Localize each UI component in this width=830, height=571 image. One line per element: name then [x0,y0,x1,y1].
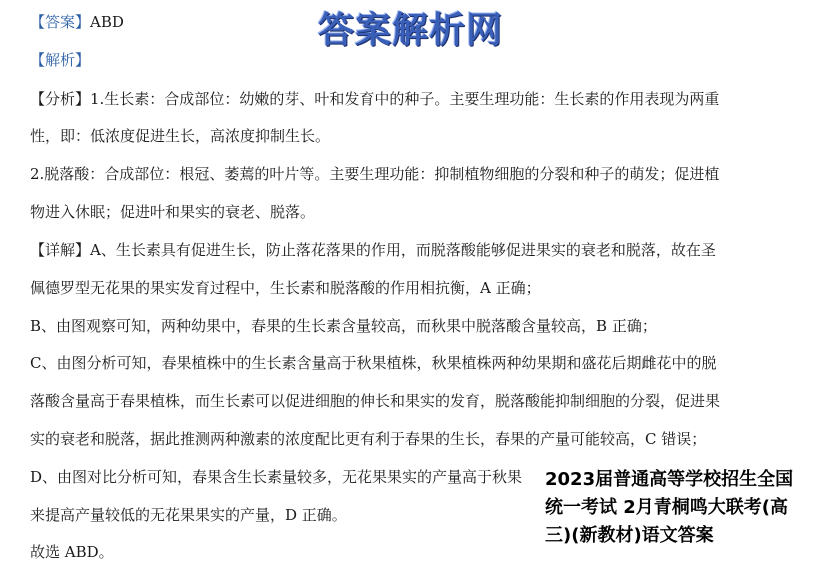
body-line-8: C、由图分析可知，春果植株中的生长素含量高于秋果植株，秋果植株两种幼果期和盛花后期雌花中的脱 [30,354,717,372]
overlay-line-1: 2023届普通高等学校招生全国 [545,466,830,494]
overlay-line-3: 三)(新教材)语文答案 [545,525,714,546]
answer-value: ABD [90,13,124,31]
body-line-7: B、由图观察可知，两种幼果中，春果的生长素含量较高，而秋果中脱落酸含量较高，B 正确； [30,317,657,335]
body-line-5: 【详解】A、生长素具有促进生长，防止落花落果的作用，而脱落酸能够促进果实的衰老和脱落，故在圣 [30,241,716,259]
analysis-heading: 【解析】 [30,51,91,69]
body-line-6: 佩德罗型无花果的果实发育过程中，生长素和脱落酸的作用相抗衡，A 正确； [30,279,541,297]
body-line-1: 【分析】1.生长素：合成部位：幼嫩的芽、叶和发育中的种子。主要生理功能：生长素的作用表现为两重 [30,90,720,108]
body-line-3: 2.脱落酸：合成部位：根冠、萎蔫的叶片等。主要生理功能：抑制植物细胞的分裂和种子的萌发；促进植 [30,165,720,183]
body-line-4: 物进入休眠；促进叶和果实的衰老、脱落。 [30,203,316,221]
body-line-2: 性，即：低浓度促进生长，高浓度抑制生长。 [30,127,331,145]
body-line-13: 故选 ABD。 [30,543,114,561]
answer-label: 【答案】 [30,13,91,31]
answer-line [30,12,124,32]
body-line-12: 来提高产量较低的无花果果实的产量，D 正确。 [30,506,347,524]
overlay-caption [545,466,830,550]
watermark-logo: 答案解析网 [318,9,504,51]
body-line-9: 落酸含量高于春果植株，而生长素可以促进细胞的伸长和果实的发育，脱落酸能抑制细胞的分裂，促进果 [30,392,721,410]
body-line-10: 实的衰老和脱落，据此推测两种激素的浓度配比更有利于春果的生长，春果的产量可能较高，C 错误； [30,430,707,448]
overlay-line-2: 统一考试 2月青桐鸣大联考(高 [545,497,789,518]
body-line-11: D、由图对比分析可知，春果含生长素量较多，无花果果实的产量高于秋果 [30,468,523,486]
